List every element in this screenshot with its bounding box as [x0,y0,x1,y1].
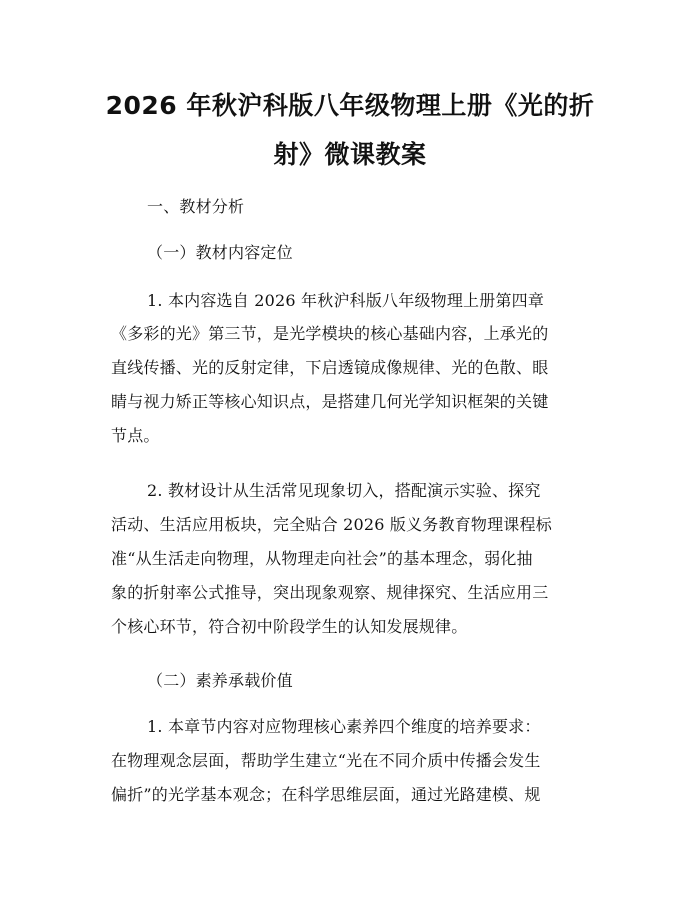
subsection-heading: （二）素养承载价值 [147,671,293,690]
paragraph-1-line-2: 《多彩的光》第三节，是光学模块的核心基础内容，上承光的 [111,324,549,343]
paragraph-1-line-1: 1. 本内容选自 2026 年秋沪科版八年级物理上册第四章 [147,291,545,310]
paragraph-1-line-4: 睛与视力矫正等核心知识点，是搭建几何光学知识框架的关键 [111,392,549,411]
paragraph-1-line-3: 直线传播、光的反射定律，下启透镜成像规律、光的色散、眼 [111,358,549,377]
paragraph-2-line-3: 准“从生活走向物理，从物理走向社会”的基本理念，弱化抽 [111,549,533,568]
section-heading: 一、教材分析 [147,197,245,216]
paragraph-2-line-1: 2. 教材设计从生活常见现象切入，搭配演示实验、探究 [147,481,541,500]
paragraph-2-line-4: 象的折射率公式推导，突出现象观察、规律探究、生活应用三 [111,583,549,602]
document-title-line-1: 2026 年秋沪科版八年级物理上册《光的折 [105,91,595,120]
paragraph-3-line-1: 1. 本章节内容对应物理核心素养四个维度的培养要求： [147,717,541,736]
paragraph-3-line-3: 偏折”的光学基本观念；在科学思维层面，通过光路建模、规 [111,785,541,804]
paragraph-2-line-2: 活动、生活应用板块，完全贴合 2026 版义务教育物理课程标 [111,515,552,534]
document-title-line-2: 射》微课教案 [273,140,427,169]
paragraph-3-line-2: 在物理观念层面，帮助学生建立“光在不同介质中传播会发生 [111,751,541,770]
subsection-heading: （一）教材内容定位 [147,243,293,262]
paragraph-2-line-5: 个核心环节，符合初中阶段学生的认知发展规律。 [111,617,468,636]
paragraph-1-line-5: 节点。 [111,426,160,445]
